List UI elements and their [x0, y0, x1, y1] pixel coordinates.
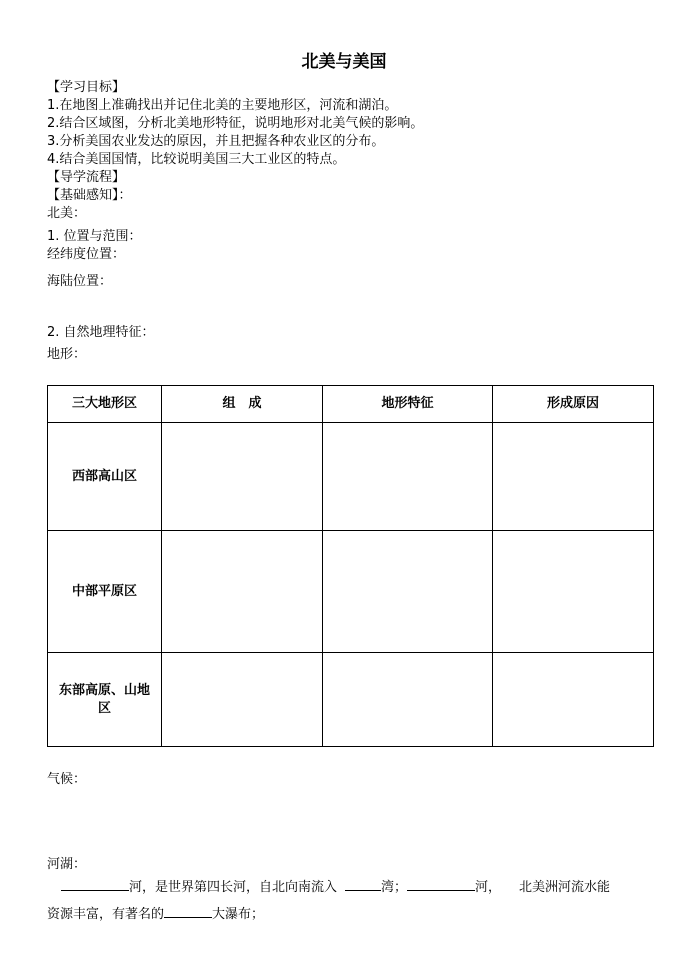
objective-item-3: 3.分析美国农业发达的原因，并且把握各种农业区的分布。: [47, 134, 385, 149]
table-row-label: 中部平原区: [48, 531, 162, 653]
objective-item-2: 2.结合区域图，分析北美地形特征，说明地形对北美气候的影响。: [47, 116, 424, 131]
nature-heading: 2. 自然地理特征：: [47, 325, 155, 340]
table-header-cell: 地形特征: [323, 386, 493, 423]
table-cell-empty: [162, 423, 323, 531]
basic-heading: 【基础感知】：: [47, 188, 132, 203]
table-cell-empty: [323, 531, 493, 653]
table-cell-empty: [493, 531, 654, 653]
table-header-cell: 组 成: [162, 386, 323, 423]
table-cell-empty: [162, 653, 323, 747]
rivers-line-1: [47, 876, 610, 897]
sea-land-label: 海陆位置：: [47, 274, 113, 289]
rivers-text: 北美洲河流水能: [519, 880, 611, 895]
objectives-heading: 【学习目标】: [47, 80, 126, 95]
fill-blank[interactable]: [61, 876, 129, 891]
table-row-label: 东部高原、山地区: [48, 653, 162, 747]
climate-label: 气候：: [47, 772, 87, 787]
latlon-label: 经纬度位置：: [47, 247, 126, 262]
table-row-label: 西部高山区: [48, 423, 162, 531]
table-row: [48, 653, 654, 747]
table-header-cell: 三大地形区: [48, 386, 162, 423]
table-row: [48, 531, 654, 653]
location-heading: 1. 位置与范围：: [47, 229, 142, 244]
terrain-label: 地形：: [47, 347, 87, 362]
fill-blank[interactable]: [407, 876, 475, 891]
rivers-text: 资源丰富，有著名的: [47, 907, 165, 922]
table-cell-empty: [323, 423, 493, 531]
objective-item-4: 4.结合美国国情，比较说明美国三大工业区的特点。: [47, 152, 346, 167]
table-cell-empty: [493, 653, 654, 747]
table-header-row: [48, 386, 654, 423]
rivers-line-2: [47, 903, 264, 924]
process-heading: 【导学流程】: [47, 170, 126, 185]
table-cell-empty: [323, 653, 493, 747]
rivers-text: 河，是世界第四长河，自北向南流入: [129, 880, 338, 895]
table-header-cell: 形成原因: [493, 386, 654, 423]
north-america-label: 北美：: [47, 206, 87, 221]
rivers-text: 河，: [475, 880, 502, 895]
table-cell-empty: [493, 423, 654, 531]
objective-item-1: 1.在地图上准确找出并记住北美的主要地形区，河流和湖泊。: [47, 98, 398, 113]
page-title: 北美与美国: [301, 52, 387, 72]
rivers-text: 湾；: [381, 880, 408, 895]
rivers-heading: 河湖：: [47, 857, 87, 872]
table-row: [48, 423, 654, 531]
fill-blank[interactable]: [164, 903, 212, 918]
rivers-text: 大瀑布；: [212, 907, 265, 922]
fill-blank[interactable]: [345, 876, 381, 891]
table-cell-empty: [162, 531, 323, 653]
terrain-table: [47, 385, 654, 747]
